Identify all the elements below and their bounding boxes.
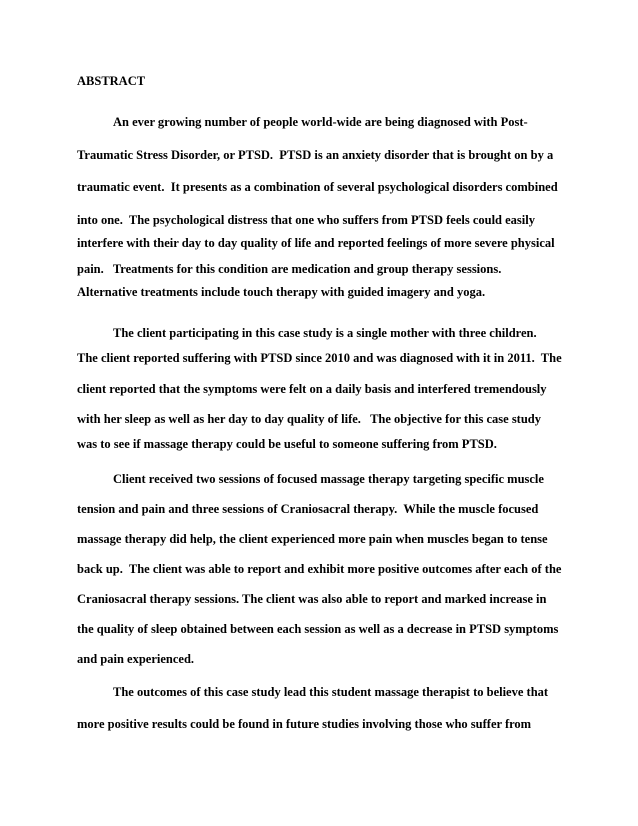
text-line: An ever growing number of people world-wide are being diagnosed with Post- [113, 115, 528, 129]
text-line: Traumatic Stress Disorder, or PTSD. PTSD is an anxiety disorder that is brought on by a [77, 148, 554, 162]
abstract-heading: ABSTRACT [77, 74, 146, 88]
text-line: massage therapy did help, the client experienced more pain when muscles began to tense [77, 532, 548, 546]
text-line: Client received two sessions of focused massage therapy targeting specific muscle [113, 472, 544, 486]
text-line: The client participating in this case study is a single mother with three children. [113, 326, 537, 340]
text-line: and pain experienced. [77, 652, 195, 666]
text-line: was to see if massage therapy could be useful to someone suffering from PTSD. [77, 437, 497, 451]
text-line: more positive results could be found in future studies involving those who suffer from [77, 717, 532, 731]
text-line: The client reported suffering with PTSD since 2010 and was diagnosed with it in 2011. The [77, 351, 562, 365]
text-line: into one. The psychological distress that one who suffers from PTSD feels could easily [77, 213, 535, 227]
text-line: The outcomes of this case study lead this student massage therapist to believe that [113, 685, 549, 699]
text-line: with her sleep as well as her day to day quality of life. The objective for this case study [77, 412, 542, 426]
text-line: Craniosacral therapy sessions. The client was also able to report and marked increase in [77, 592, 547, 606]
text-line: traumatic event. It presents as a combination of several psychological disorders combined [77, 180, 558, 194]
text-line: back up. The client was able to report and exhibit more positive outcomes after each of the [77, 562, 562, 576]
text-line: tension and pain and three sessions of Craniosacral therapy. While the muscle focused [77, 502, 539, 516]
text-line: the quality of sleep obtained between each session as well as a decrease in PTSD symptoms [77, 622, 559, 636]
text-line: interfere with their day to day quality of life and reported feelings of more severe physical [77, 236, 555, 250]
text-line: client reported that the symptoms were felt on a daily basis and interfered tremendously [77, 382, 547, 396]
text-line: Alternative treatments include touch therapy with guided imagery and yoga. [77, 285, 486, 299]
text-line: pain. Treatments for this condition are medication and group therapy sessions. [77, 262, 502, 276]
